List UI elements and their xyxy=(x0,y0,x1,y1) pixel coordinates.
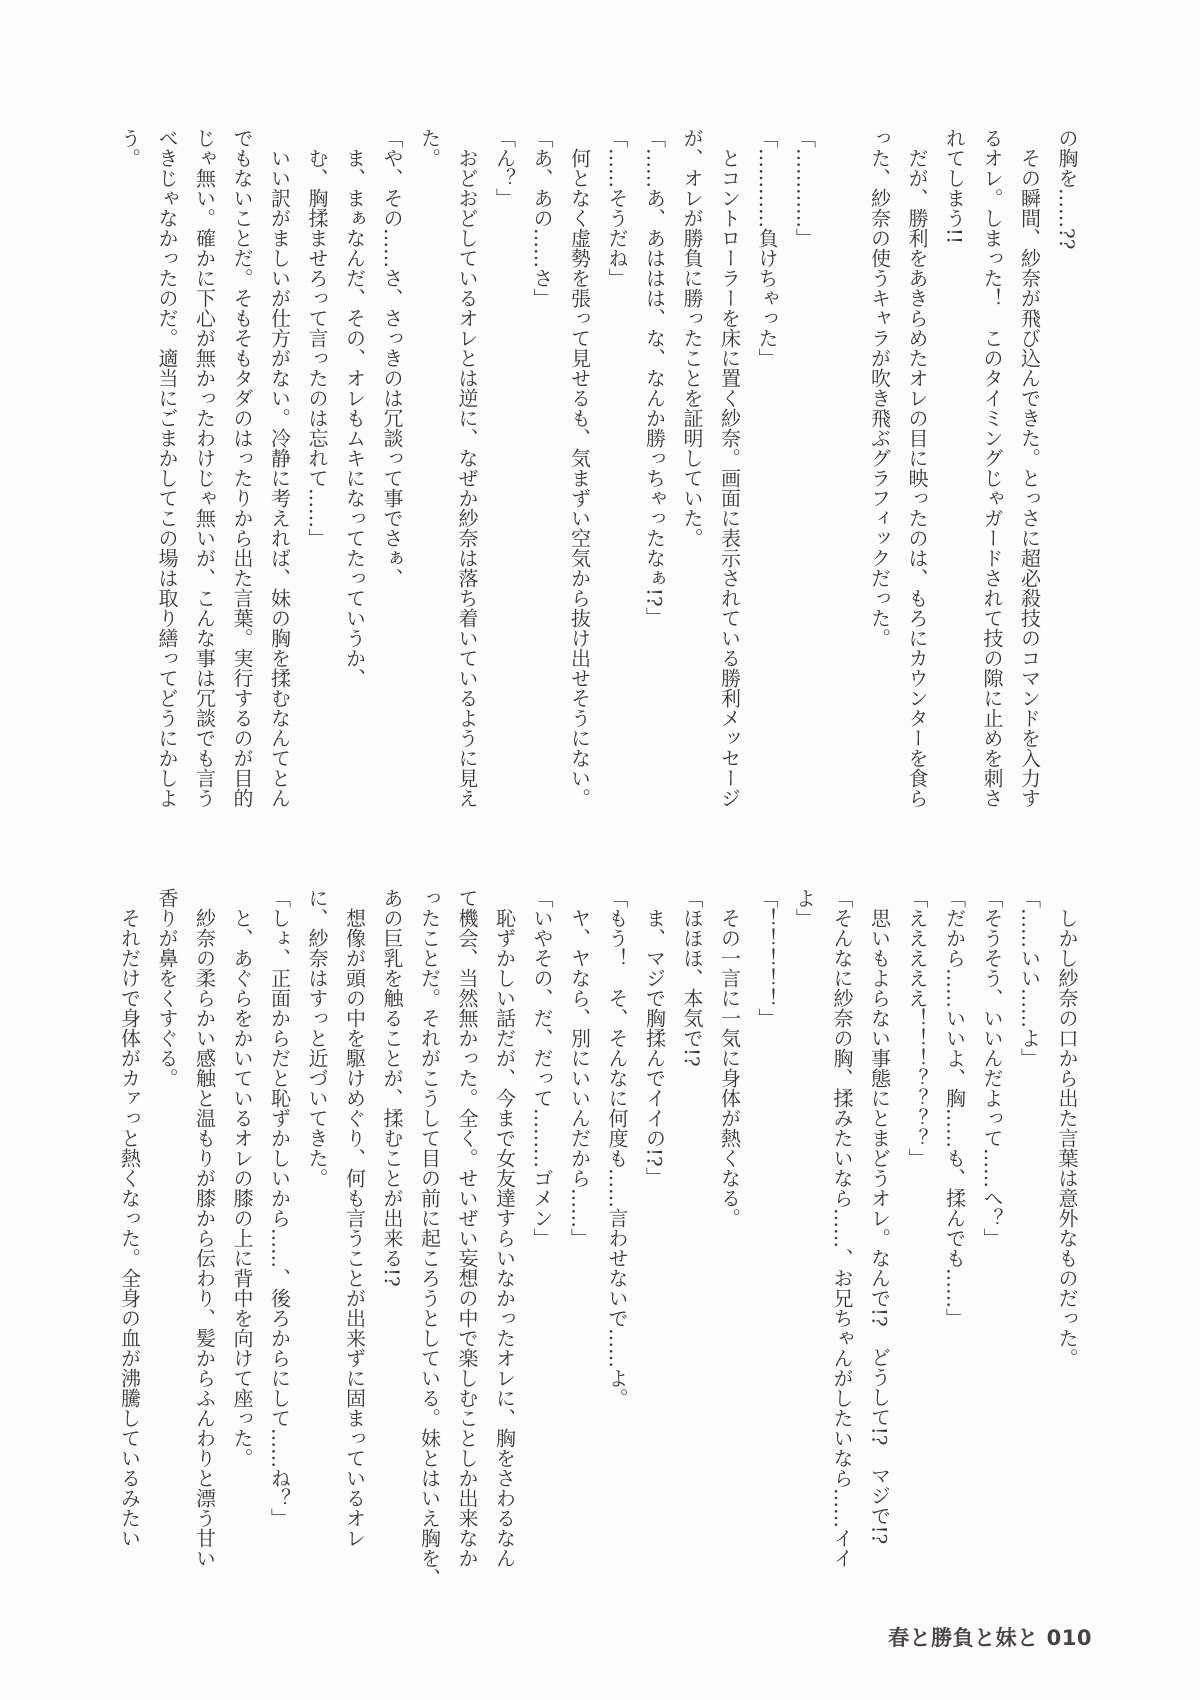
text-column: う。 xyxy=(117,128,142,168)
text-column: ま、マジで胸揉んでイイの!?」 xyxy=(642,888,667,1187)
text-column: 「あ、あの……さ」 xyxy=(530,128,554,308)
text-column: とコントローラーを床に置く紗奈。画面に表示されている勝利メッセージ xyxy=(717,128,742,808)
text-column: ま、まぁなんだ、その、オレもムキになってたっていうか、 xyxy=(342,128,367,688)
text-column: 想像が頭の中を駆けめぐり、何も言うことが出来ずに固まっているオレ xyxy=(342,888,367,1548)
text-column: た。 xyxy=(417,128,442,168)
text-column: ったことだ。それがこうして目の前に起ころうとしている。妹とはいえ胸を、 xyxy=(417,888,442,1588)
text-column: 恥ずかしい話だが、今まで女友達すらいなかったオレに、胸をさわるなん xyxy=(492,888,517,1568)
text-column: でもないことだ。そもそもタダのはったりから出た言葉。実行するのが目的 xyxy=(230,128,254,808)
text-column: 「いやその、だ、だって………ゴメン」 xyxy=(530,888,554,1248)
text-column: しかし紗奈の口から出た言葉は意外なものだった。 xyxy=(1055,888,1079,1368)
text-block-bottom xyxy=(110,888,1085,1588)
text-column: 「…………」 xyxy=(792,128,817,248)
text-column: 「！！！！！」 xyxy=(755,888,779,1028)
text-column: 思いもよらない事態にとまどうオレ。なんで!? どうして!? マジで!? xyxy=(867,888,892,1545)
text-column: 「……あ、あははは、な、なんか勝っちゃったなぁ!?」 xyxy=(642,128,667,627)
text-column: 「ん？」 xyxy=(492,128,517,208)
text-column: と、あぐらをかいているオレの膝の上に背中を向けて座った。 xyxy=(230,888,254,1468)
page-footer xyxy=(888,1622,1092,1652)
text-column: 「や、その……さ、さっきのは冗談って事でさぁ、 xyxy=(380,128,404,588)
text-column: その一言に一気に身体が熱くなる。 xyxy=(717,888,742,1228)
text-column: 「ほほほ、本気で!? xyxy=(680,888,704,1067)
text-column: む、胸揉ませろって言ったのは忘れて……」 xyxy=(305,128,329,548)
text-column: 「だから……いいよ、胸……も、揉んでも……」 xyxy=(942,888,967,1328)
text-column: 「えええええ！！！？？？？」 xyxy=(905,888,929,1168)
text-column: るオレ。しまった！ このタイミングじゃガードされて技の隙に止めを刺さ xyxy=(980,128,1004,808)
text-column: 「……いい……よ」 xyxy=(1017,888,1042,1068)
text-column: 紗奈の柔らかい感触と温もりが膝から伝わり、髪からふんわりと漂う甘い xyxy=(192,888,217,1568)
text-column: 香りが鼻をくすぐる。 xyxy=(155,888,179,1088)
text-column: いい訳がましいが仕方がない。冷静に考えれば、妹の胸を揉むなんてとん xyxy=(267,128,292,808)
text-column: 「そうそう、いいんだよって……へ？」 xyxy=(980,888,1004,1248)
text-column: べきじゃなかったのだ。適当にごまかしてこの場は取り繕ってどうにかしよ xyxy=(155,128,179,808)
text-column: だが、勝利をあきらめたオレの目に映ったのは、もろにカウンターを食ら xyxy=(905,128,929,808)
text-column xyxy=(823,128,861,818)
text-column: の胸を……?? xyxy=(1055,128,1079,250)
text-column: 何となく虚勢を張って見せるも、気まずい空気から抜け出せそうにない。 xyxy=(567,128,592,808)
text-column: が、オレが勝負に勝ったことを証明していた。 xyxy=(680,128,704,548)
text-column: それだけで身体がカァっと熱くなった。全身の血が沸騰しているみたい xyxy=(117,888,142,1548)
text-column: その瞬間、紗奈が飛び込んできた。とっさに超必殺技のコマンドを入力す xyxy=(1017,128,1042,808)
text-column: 「……そうだね」 xyxy=(605,128,629,288)
text-column: れてしまう!! xyxy=(942,128,967,245)
text-column: よ」 xyxy=(792,888,817,928)
text-column: じゃ無い。確かに下心が無かったわけじゃ無いが、こんな事は冗談でも言う xyxy=(192,128,217,808)
text-column: おどおどしているオレとは逆に、なぜか紗奈は落ち着いているように見え xyxy=(455,128,479,808)
page-number: 010 xyxy=(1046,1626,1092,1650)
text-column: に、紗奈はすっと近づいてきた。 xyxy=(305,888,329,1188)
text-column: ヤ、ヤなら、別にいいんだから……」 xyxy=(567,888,592,1248)
text-column: て機会、当然無かった。全く。せいぜい妄想の中で楽しむことしか出来なか xyxy=(455,888,479,1568)
text-block-top xyxy=(110,128,1085,818)
text-column: った、紗奈の使うキャラが吹き飛ぶグラフィックだった。 xyxy=(867,128,892,648)
book-title: 春と勝負と妹と xyxy=(888,1626,1039,1650)
text-column: 「しょ、正面からだと恥ずかしいから……、後ろからにして……ね？」 xyxy=(267,888,292,1528)
text-column: 「…………負けちゃった」 xyxy=(755,128,779,368)
text-column: 「そんなに紗奈の胸、揉みたいなら……、お兄ちゃんがしたいなら……イイ xyxy=(830,888,854,1568)
text-column: 「もう！ そ、そんなに何度も……言わせないで……よ。 xyxy=(605,888,629,1408)
text-column: あの巨乳を触ることが、揉むことが出来る!? xyxy=(380,888,404,1287)
